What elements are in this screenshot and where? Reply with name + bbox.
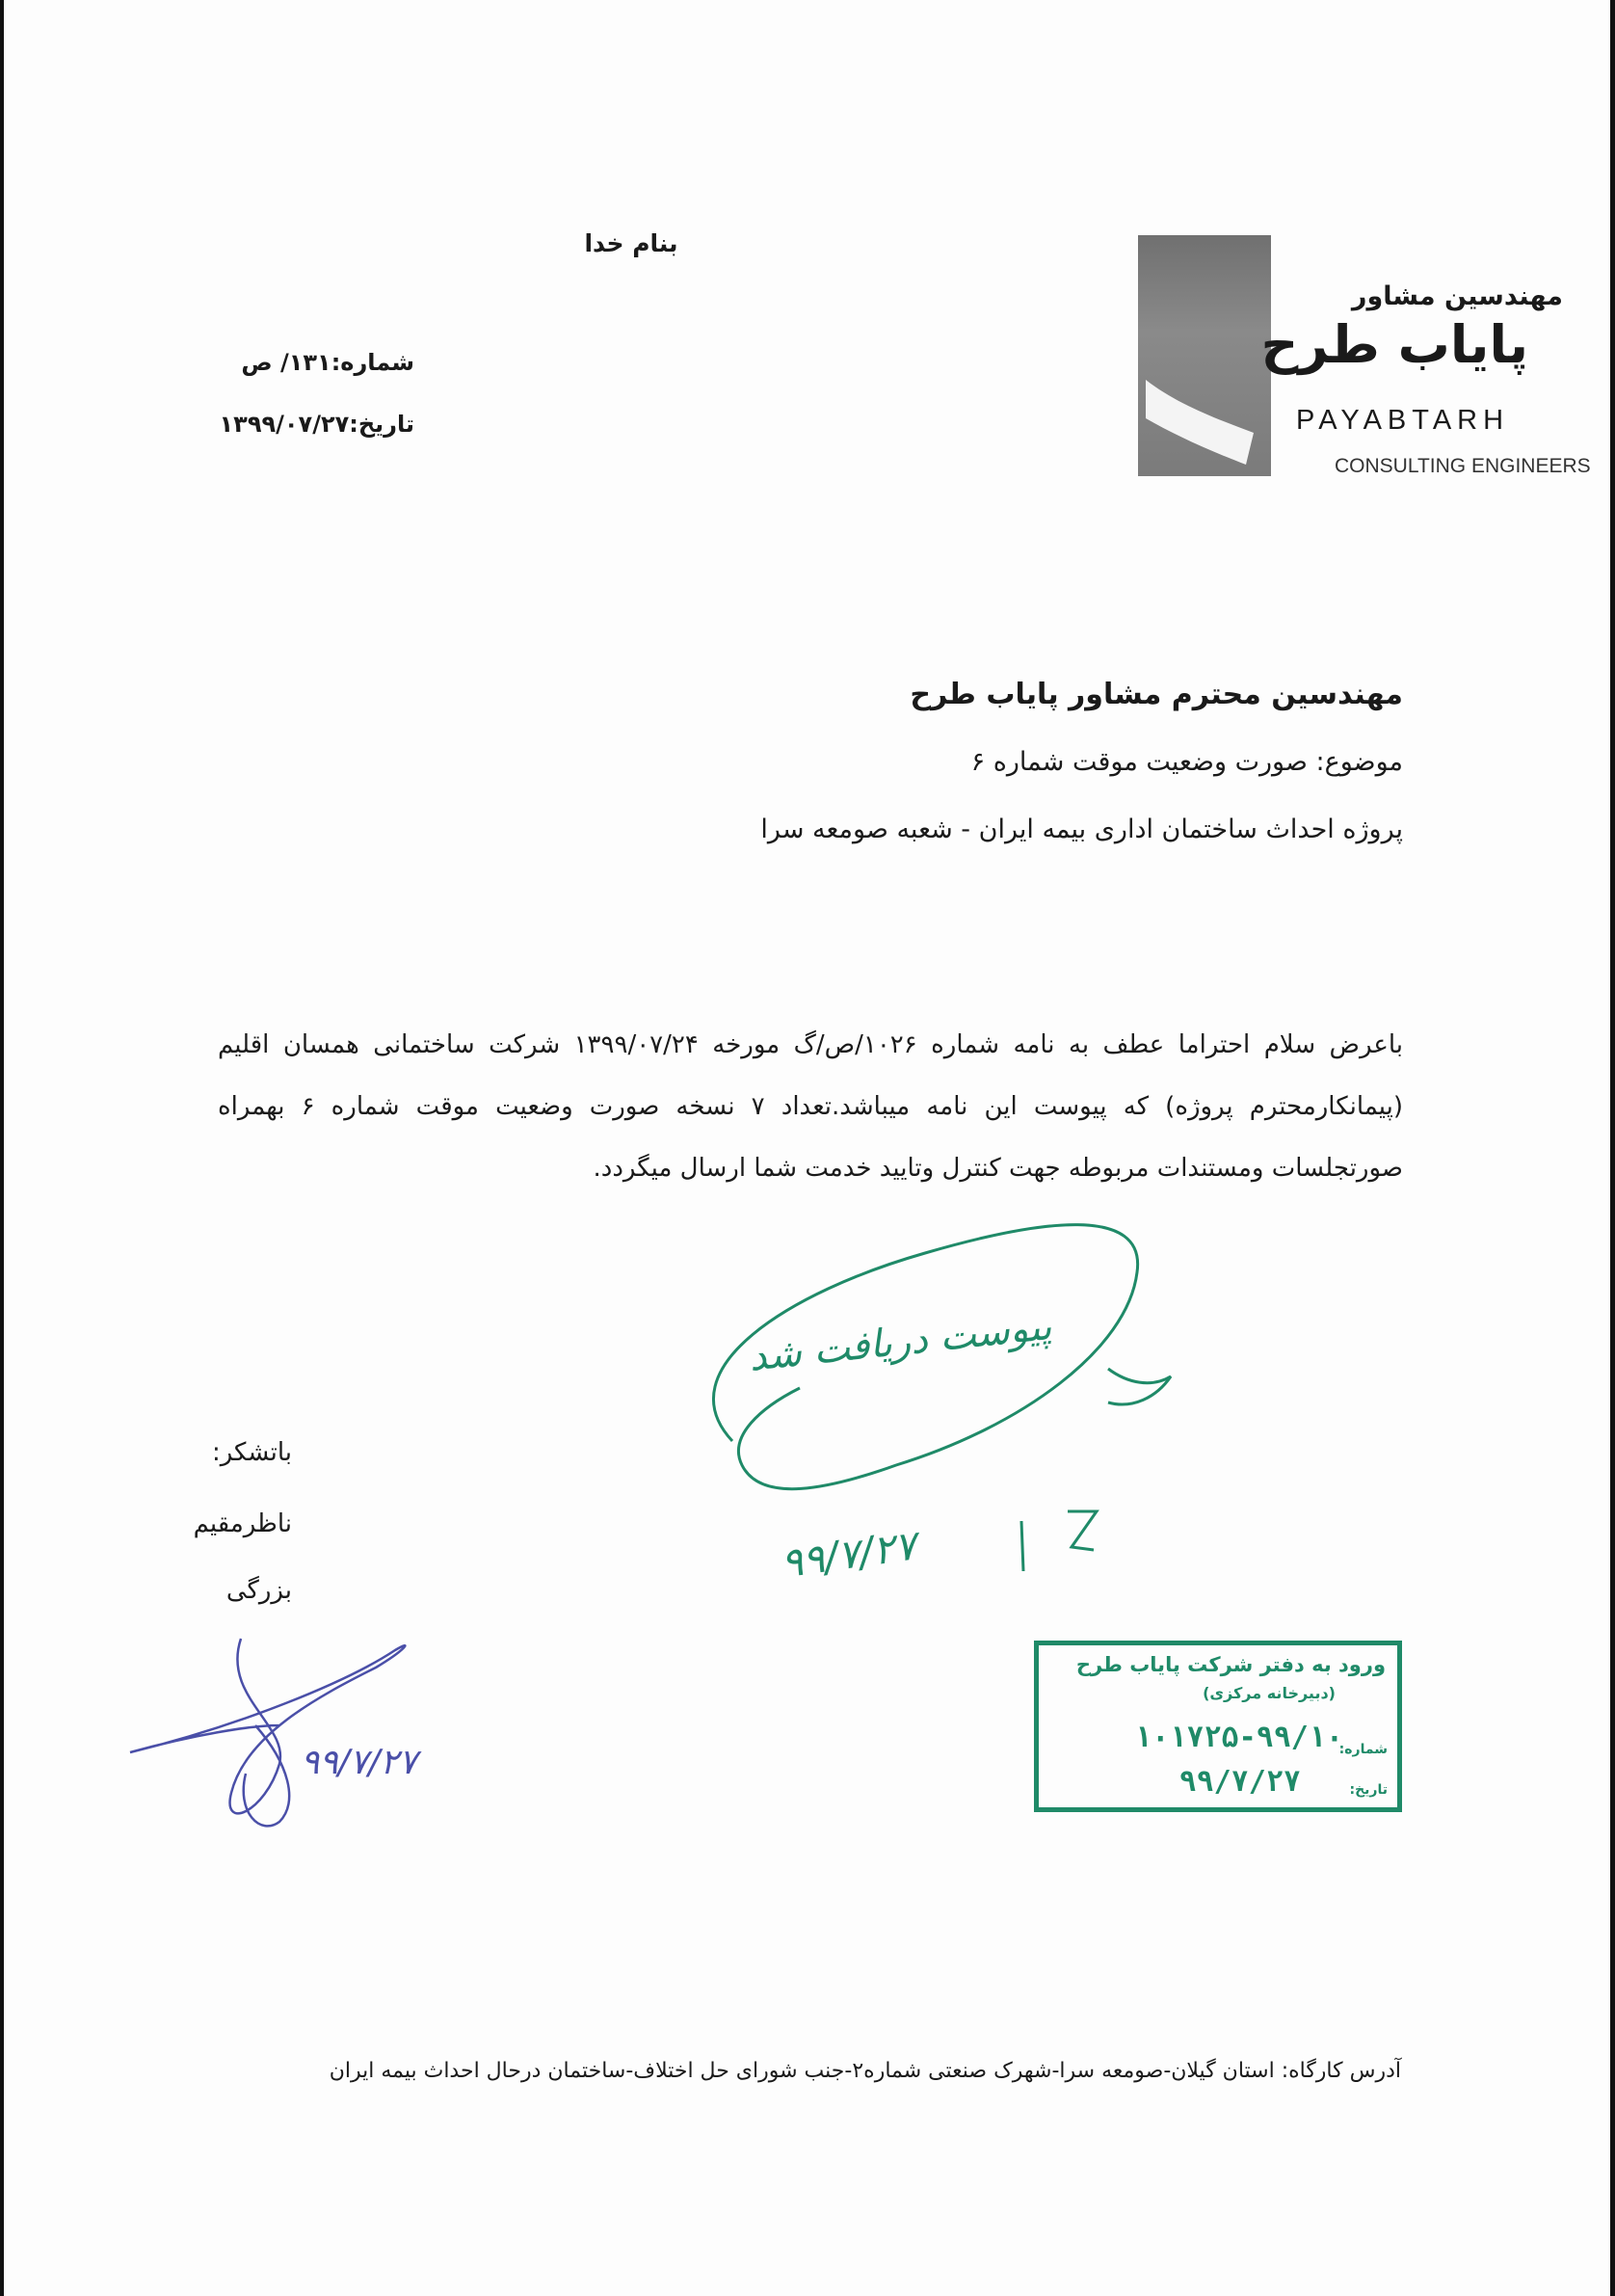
- stamp-number-value: ۱۰۱۷۲۵-۹۹/۱۰: [1134, 1721, 1343, 1754]
- stamp-date-value: ۹۹/۷/۲۷: [1178, 1765, 1301, 1799]
- letter-number: شماره:۱۳۱/ ص: [241, 349, 414, 376]
- letter-date: تاریخ:۱۳۹۹/۰۷/۲۷: [219, 411, 414, 438]
- stamp-date-label: تاریخ:: [1349, 1782, 1388, 1798]
- logo-english-subtitle: CONSULTING ENGINEERS: [1335, 455, 1591, 477]
- recipient: مهندسین محترم مشاور پایاب طرح: [910, 678, 1403, 711]
- project-line: پروژه احداث ساختمان اداری بیمه ایران - شعبه صومعه سرا: [760, 814, 1403, 844]
- closing-thanks: باتشکر:: [211, 1438, 292, 1467]
- signature-date: ۹۹/۷/۲۷: [301, 1743, 417, 1782]
- closing-role: ناظرمقیم: [193, 1509, 292, 1538]
- subject-line: موضوع: صورت وضعیت موقت شماره ۶: [970, 747, 1403, 777]
- received-note-date: ۹۹/۷/۲۷: [778, 1521, 919, 1588]
- logo-english-name: PAYABTARH: [1296, 405, 1510, 436]
- stamp-subtitle: (دبیرخانه مرکزی): [1203, 1684, 1336, 1702]
- stamp-title: ورود به دفتر شرکت پایاب طرح: [1075, 1653, 1386, 1676]
- letter-body: باعرض سلام احتراما عطف به نامه شماره ۱۰۲۶/ص/گ مورخه ۱۳۹۹/۰۷/۲۴ شرکت ساختمانی همسان اقلیم (پیمانکارمحترم پروژه) که پیوست این نامه میباشد.تعداد ۷ نسخه صورت وضعیت موقت شماره ۶ بهمراه صورتجلسات ومستندات مربوطه جهت کنترل وتایید خدمت شما ارسال میگردد.: [218, 1030, 1403, 1183]
- basmala: بنام خدا: [584, 229, 678, 257]
- logo-persian-name: پایاب طرح: [1260, 314, 1528, 375]
- logo-persian-subtitle: مهندسین مشاور: [1351, 281, 1563, 311]
- site-address: آدرس کارگاه: استان گیلان-صومعه سرا-شهرک صنعتی شماره۲-جنب شورای حل اختلاف-ساختمان درحال احداث بیمه ایران: [329, 2059, 1401, 2083]
- closing-name: بزرگی: [225, 1576, 292, 1605]
- received-note: پیوست دریافت شد: [747, 1304, 1054, 1380]
- stamp-number-label: شماره:: [1338, 1742, 1388, 1757]
- entry-stamp: [1034, 1641, 1402, 1812]
